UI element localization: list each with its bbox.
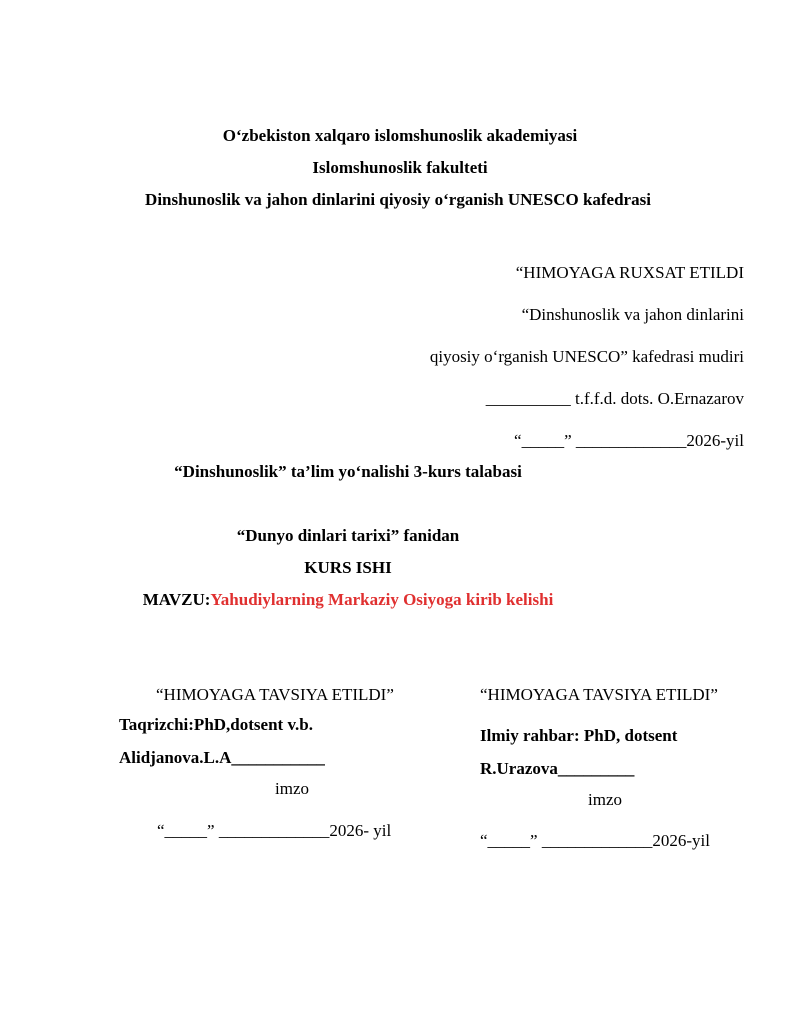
faculty-name: Islomshunoslik fakulteti — [312, 158, 488, 177]
supervisor-line-2: R.Urazova_________ — [480, 759, 635, 778]
topic-title: Yahudiylarning Markaziy Osiyoga kirib kelishi — [210, 590, 554, 609]
approval-title: “HIMOYAGA RUXSAT ETILDI — [515, 263, 744, 282]
topic-label: MAVZU: — [142, 590, 211, 609]
reviewer-date: “_____” _____________2026- yil — [157, 821, 392, 840]
reviewer-line-1: Taqrizchi:PhD,dotsent v.b. — [119, 715, 313, 734]
reviewer-line-2: Alidjanova.L.A___________ — [119, 748, 325, 767]
approval-line-2: qiyosiy o‘rganish UNESCO” kafedrasi mudiri — [429, 347, 744, 366]
supervisor-line-1: Ilmiy rahbar: PhD, dotsent — [480, 726, 678, 745]
topic-line — [0, 590, 748, 610]
course-subject: “Dunyo dinlari tarixi” fanidan — [236, 526, 460, 545]
department-name: Dinshunoslik va jahon dinlarini qiyosiy o‘rganish UNESCO kafedrasi — [145, 190, 651, 209]
approval-line-1: “Dinshunoslik va jahon dinlarini — [521, 305, 744, 324]
student-info: “Dinshunoslik” ta’lim yo‘nalishi 3-kurs talabasi — [174, 462, 522, 481]
supervisor-date: “_____” _____________2026-yil — [480, 831, 710, 850]
academy-name: O‘zbekiston xalqaro islomshunoslik akademiyasi — [222, 126, 578, 145]
supervisor-signature-label: imzo — [588, 790, 622, 809]
approval-date: “_____” _____________2026-yil — [514, 431, 744, 450]
approval-signature: __________ t.f.f.d. dots. O.Ernazarov — [485, 389, 744, 408]
reviewer-signature-label: imzo — [275, 779, 309, 798]
work-type: KURS ISHI — [304, 558, 392, 577]
reviewer-title: “HIMOYAGA TAVSIYA ETILDI” — [156, 685, 394, 704]
supervisor-title: “HIMOYAGA TAVSIYA ETILDI” — [480, 685, 718, 704]
